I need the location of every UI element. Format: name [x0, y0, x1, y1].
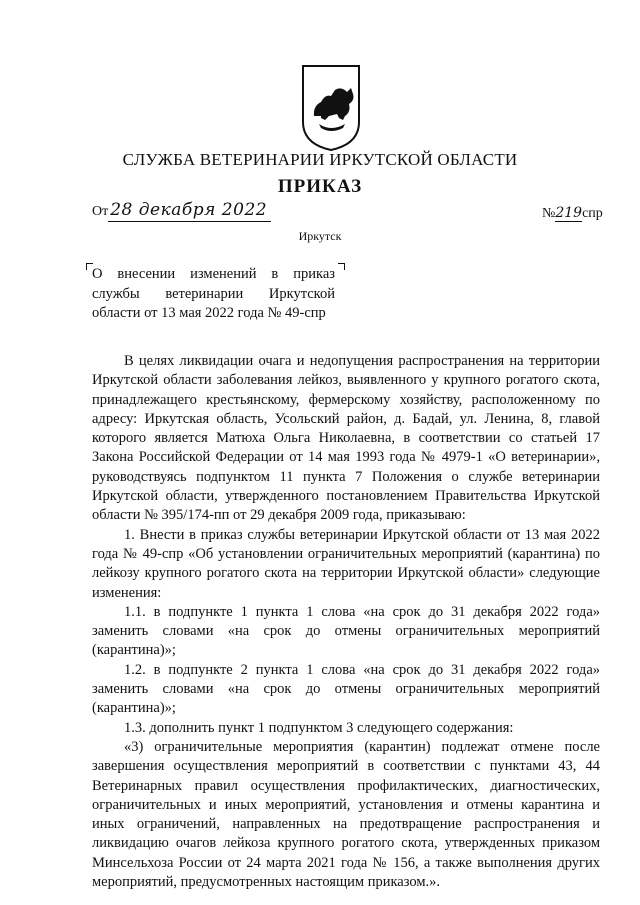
document-date	[92, 200, 271, 220]
clause-1-3: 1.3. дополнить пункт 1 подпунктом 3 следующего содержания:	[124, 719, 514, 736]
document-number	[542, 205, 603, 222]
document-type-title: ПРИКАЗ	[277, 176, 363, 197]
document-body	[92, 352, 600, 892]
city-name: Иркутск	[298, 229, 342, 243]
organization-name: СЛУЖБА ВЕТЕРИНАРИИ ИРКУТСКОЙ ОБЛАСТИ	[122, 150, 518, 169]
number-handwritten: 219	[555, 205, 583, 221]
clause-1-3-text: «3) ограничительные мероприятия (карантин) подлежат отмене после завершения осуществления мероприятий в соответствии с пунктами 43, 44 Ветеринарных правил осуществления профилактических, диагностических, ограничительных и иных мероприятий, установления и отмены карантина и иных ограничений, направленных на предотвращение распространения и ликвидацию очагов лейкоза крупного рогатого скота, утвержденных приказом Минсельхоза России от 24 марта 2021 года № 156, а также выполнения других мероприятий, предусмотренных настоящим приказом.».	[92, 738, 600, 891]
clause-1: 1. Внести в приказ службы ветеринарии Иркутской области от 13 мая 2022 года № 49-спр «Об установлении ограничительных мероприятий (карантина) по лейкозу крупного рогатого скота на территории Иркутской области» следующие изменения:	[92, 526, 600, 601]
clause-1-2: 1.2. в подпункте 2 пункта 1 слова «на срок до 31 декабря 2022 года» заменить словами «на срок до отмены ограничительных мероприятий (карантина)»;	[92, 661, 600, 717]
subject-bracket-right	[338, 263, 345, 270]
number-prefix: №	[542, 206, 556, 221]
coat-of-arms-emblem	[301, 64, 361, 152]
preamble-paragraph: В целях ликвидации очага и недопущения распространения на территории Иркутской области заболевания лейкоз, выявленного у крупного рогатого скота, принадлежащего крестьянскому, фермерскому хозяйству, расположенному по адресу: Иркутская область, Усольский район, д. Бадай, ул. Ленина, 8, главой которого является Матюха Ольга Николаевна, в соответствии со статьей 17 Закона Российской Федерации от 14 мая 1993 года № 4979-1 «О ветеринарии», руководствуясь подпунктом 11 пункта 7 Положения о службе ветеринарии Иркутской области, утвержденного постановлением Правительства Иркутской области № 395/174-пп от 29 декабря 2009 года, приказываю:	[92, 353, 600, 524]
document-subject: О внесении изменений в приказ службы ветеринарии Иркутской области от 13 мая 2022 года № 49-спр	[92, 266, 335, 321]
date-prefix: От	[92, 204, 109, 219]
number-suffix: спр	[582, 206, 603, 221]
date-handwritten: 28 декабря 2022	[108, 200, 271, 222]
clause-1-1: 1.1. в подпункте 1 пункта 1 слова «на срок до 31 декабря 2022 года» заменить словами «на срок до отмены ограничительных мероприятий (карантина)»;	[92, 603, 600, 659]
